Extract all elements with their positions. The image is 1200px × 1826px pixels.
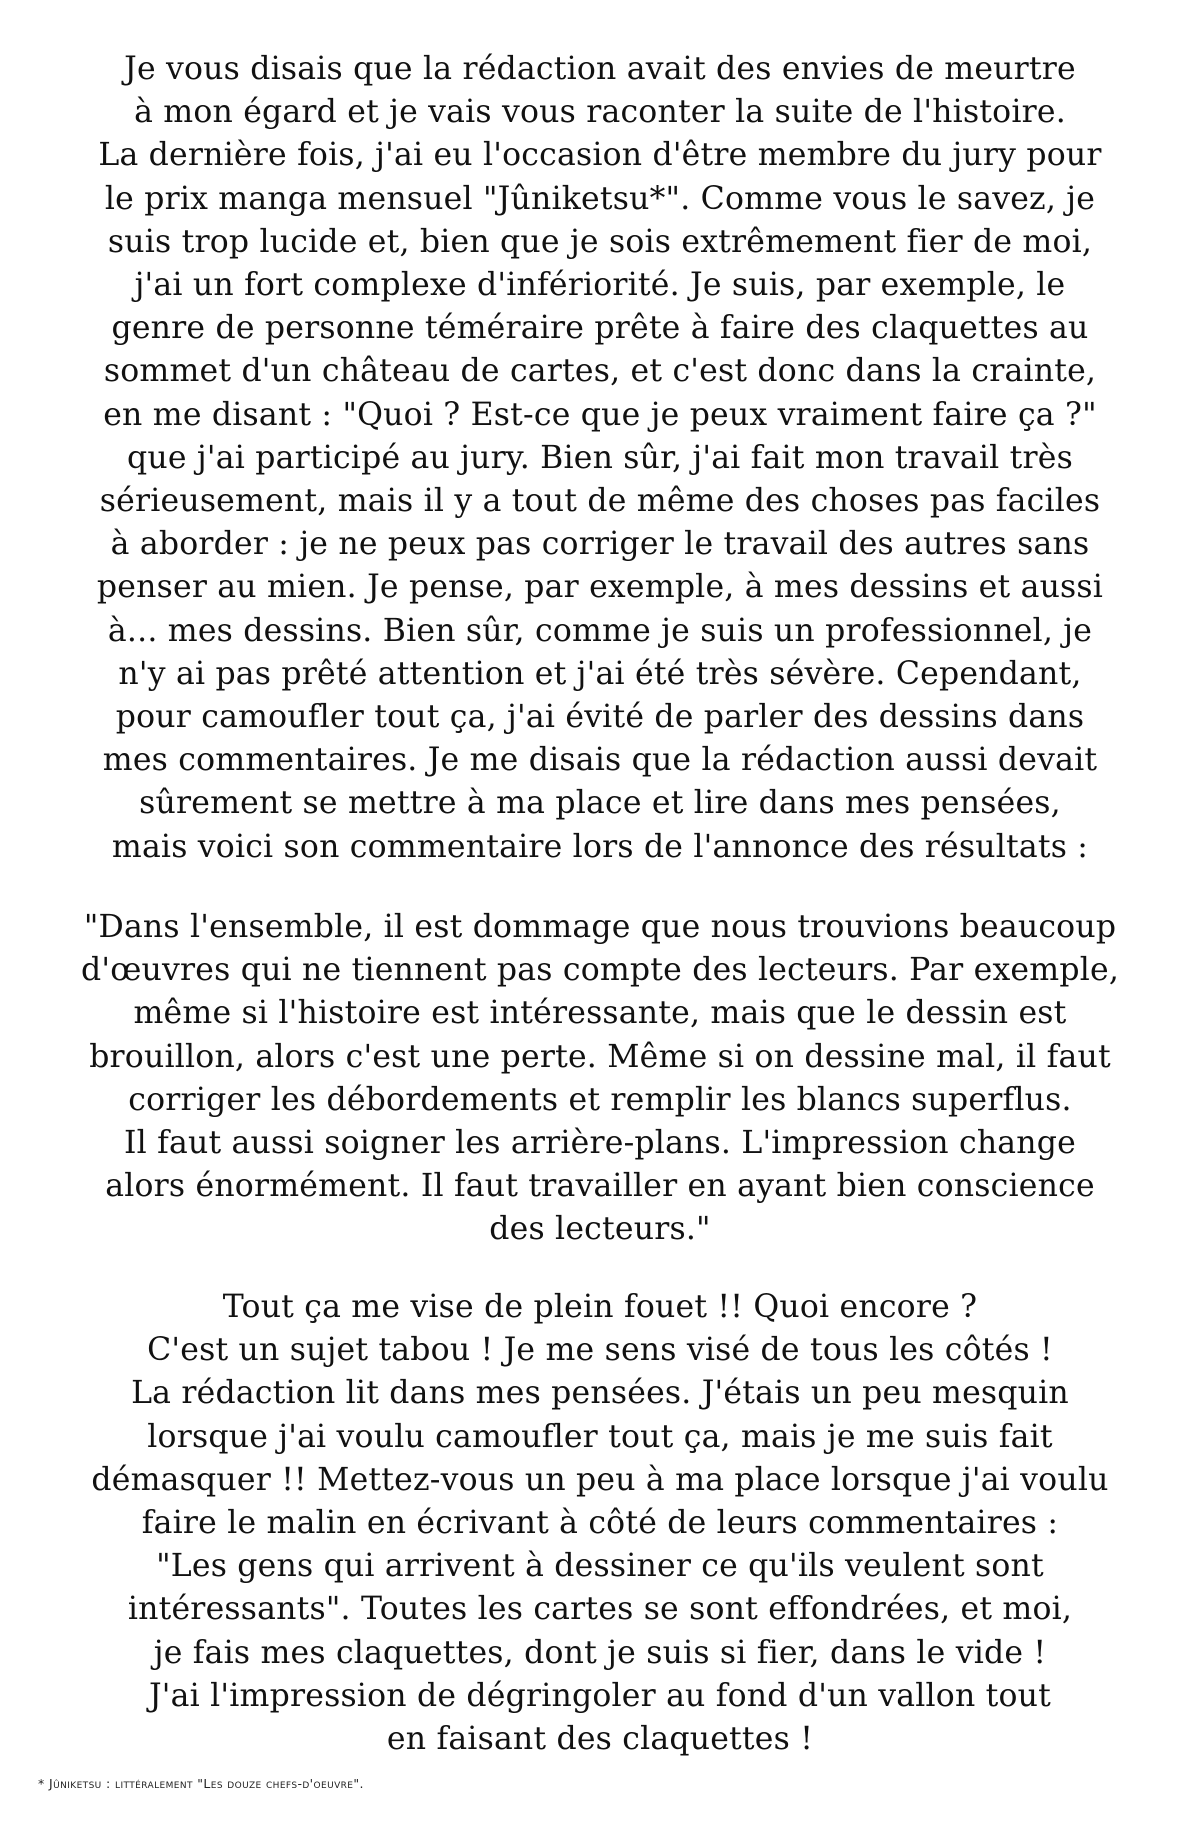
text-line: même si l'histoire est intéressante, mais que le dessin est <box>133 995 1067 1032</box>
text-line: pour camoufler tout ça, j'ai évité de parler des dessins dans <box>115 699 1085 736</box>
text-line: faire le malin en écrivant à côté de leurs commentaires : <box>141 1505 1059 1542</box>
footnote: * Jûniketsu : littéralement "Les douze chefs-d'oeuvre". <box>38 1776 364 1791</box>
text-line: à... mes dessins. Bien sûr, comme je suis un professionnel, je <box>107 612 1093 649</box>
text-line: d'œuvres qui ne tiennent pas compte des lecteurs. Par exemple, <box>80 952 1120 989</box>
text-line: "Dans l'ensemble, il est dommage que nous trouvions beaucoup <box>83 909 1117 945</box>
text-line: n'y ai pas prêté attention et j'ai été très sévère. Cependant, <box>118 655 1082 692</box>
text-line: La dernière fois, j'ai eu l'occasion d'être membre du jury pour <box>98 137 1102 174</box>
text-line: Il faut aussi soigner les arrière-plans. L'impression change <box>124 1125 1076 1162</box>
text-line: à mon égard et je vais vous raconter la suite de l'histoire. <box>134 94 1066 131</box>
text-line: des lecteurs." <box>489 1211 711 1248</box>
text-line: j'ai un fort complexe d'infériorité. Je suis, par exemple, le <box>134 267 1066 304</box>
text-line: mes commentaires. Je me disais que la rédaction aussi devait <box>102 742 1098 779</box>
text-line: sérieusement, mais il y a tout de même des choses pas faciles <box>99 483 1101 520</box>
text-line: en me disant : "Quoi ? Est-ce que je peux vraiment faire ça ?" <box>103 396 1097 433</box>
paragraph-editorial-quote <box>60 906 1140 1252</box>
text-line: J'ai l'impression de dégringoler au fond d'un vallon tout <box>148 1677 1052 1714</box>
text-line: Je vous disais que la rédaction avait des envies de meurtre <box>124 51 1076 87</box>
text-line: lorsque j'ai voulu camoufler tout ça, mais je me suis fait <box>147 1418 1053 1455</box>
text-line: sommet d'un château de cartes, et c'est donc dans la crainte, <box>103 353 1097 390</box>
paragraph-reaction <box>60 1286 1140 1761</box>
text-line: suis trop lucide et, bien que je sois extrêmement fier de moi, <box>107 223 1093 260</box>
text-line: en faisant des claquettes ! <box>386 1721 814 1758</box>
text-line: corriger les débordements et remplir les blancs superflus. <box>128 1081 1072 1118</box>
text-line: démasquer !! Mettez-vous un peu à ma place lorsque j'ai voulu <box>91 1461 1109 1498</box>
text-line: intéressants". Toutes les cartes se sont effondrées, et moi, <box>127 1591 1073 1628</box>
text-line: que j'ai participé au jury. Bien sûr, j'ai fait mon travail très <box>127 439 1073 476</box>
text-line: "Les gens qui arrivent à dessiner ce qu'ils veulent sont <box>156 1548 1044 1585</box>
text-line: je fais mes claquettes, dont je suis si fier, dans le vide ! <box>153 1634 1047 1671</box>
text-line: sûrement se mettre à ma place et lire dans mes pensées, <box>139 785 1061 822</box>
text-line: C'est un sujet tabou ! Je me sens visé de tous les côtés ! <box>147 1332 1053 1369</box>
text-line: genre de personne téméraire prête à faire des claquettes au <box>111 310 1089 347</box>
text-line: alors énormément. Il faut travailler en ayant bien conscience <box>105 1168 1095 1205</box>
text-line: brouillon, alors c'est une perte. Même si on dessine mal, il faut <box>89 1038 1111 1075</box>
text-line: Tout ça me vise de plein fouet !! Quoi encore ? <box>222 1289 978 1325</box>
text-line: penser au mien. Je pense, par exemple, à mes dessins et aussi <box>96 569 1104 606</box>
text-line: mais voici son commentaire lors de l'annonce des résultats : <box>111 828 1089 865</box>
text-line: à aborder : je ne peux pas corriger le travail des autres sans <box>110 526 1090 563</box>
text-line: La rédaction lit dans mes pensées. J'étais un peu mesquin <box>131 1375 1069 1412</box>
paragraph-intro <box>60 48 1140 869</box>
text-line: le prix manga mensuel "Jûniketsu*". Comme vous le savez, je <box>104 180 1096 217</box>
